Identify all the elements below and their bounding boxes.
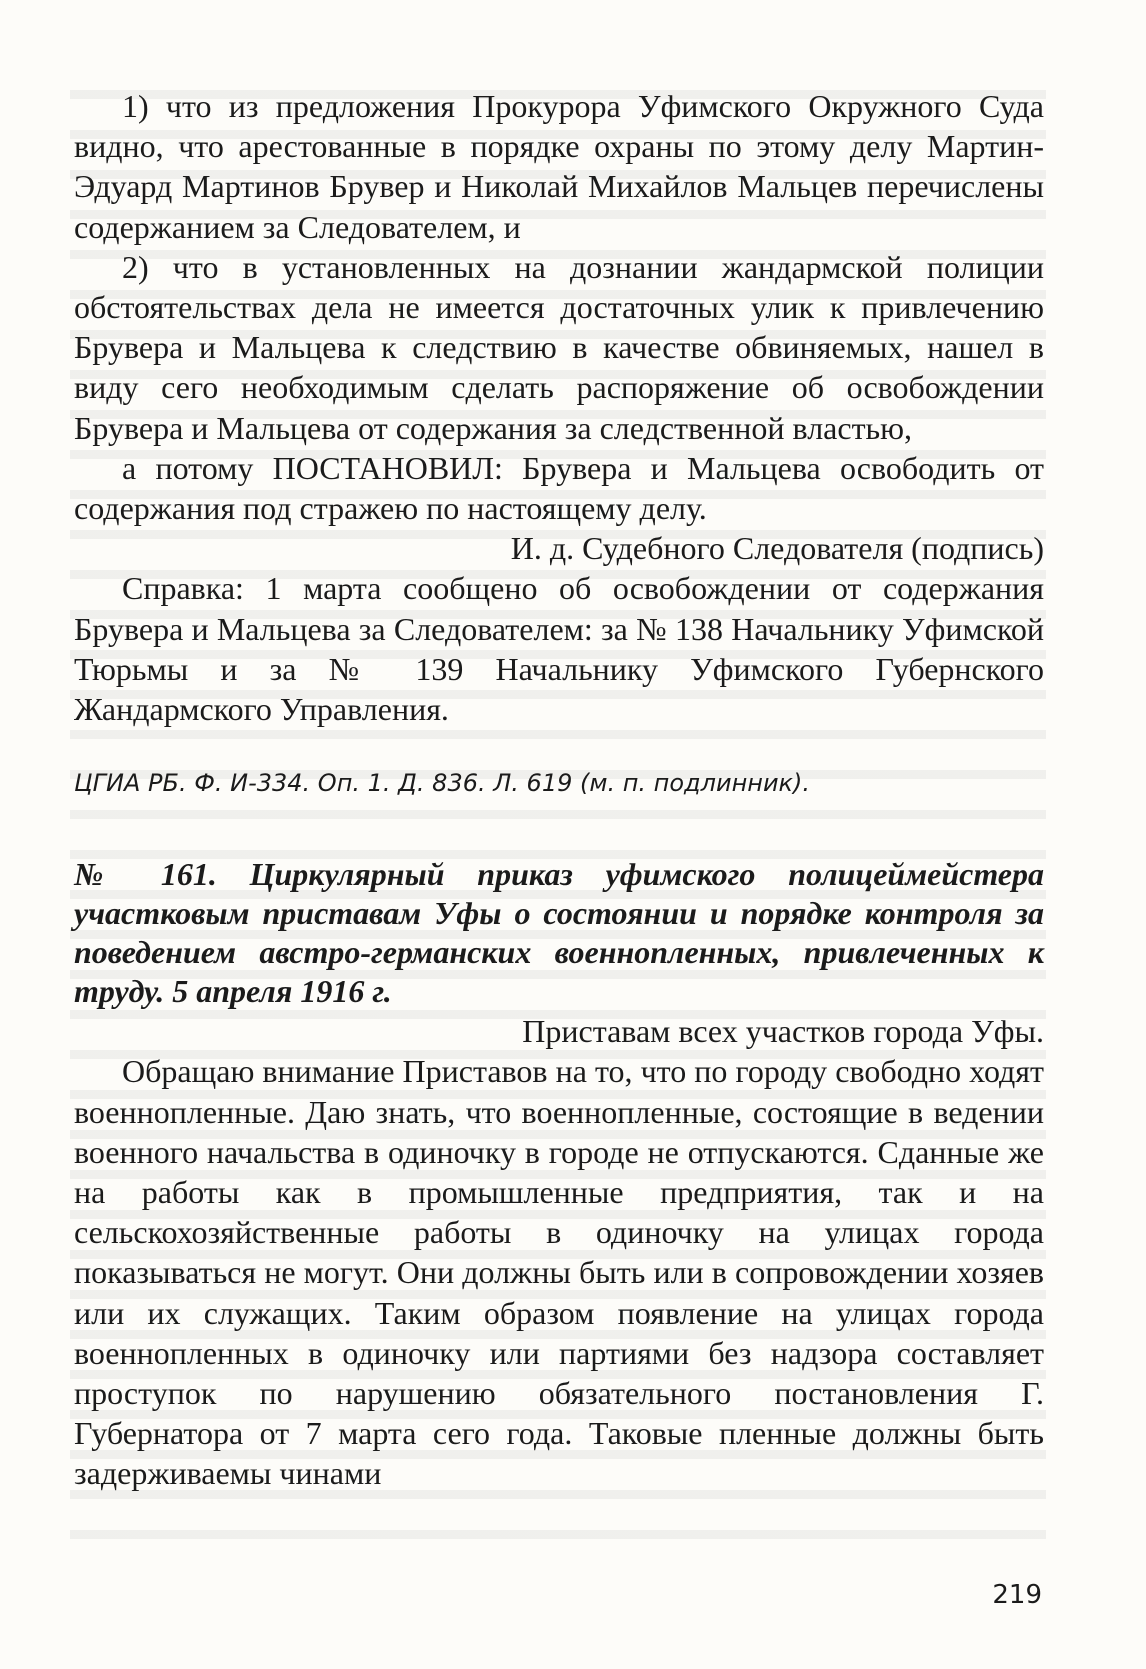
addressee-line: Приставам всех участков города Уфы.: [522, 1013, 1044, 1050]
archive-reference: ЦГИА РБ. Ф. И-334. Оп. 1. Д. 836. Л. 619 (м. п. подлинник).: [74, 769, 811, 798]
paragraph-item-1: 1) что из предложения Прокурора Уфимского Окружного Суда видно, что арестованные в порядке охраны по этому делу Мартин-Эдуард Мартинов Брувер и Николай Михайлов Мальцев перечислены содержанием за Следователем, и: [74, 88, 1044, 245]
document-heading: № 161. Циркулярный приказ уфимского полицеймейстера участковым приставам Уфы о состоянии и порядке контроля за поведением австро-германских военнопленных, привлеченных к труду. 5 апреля 1916 г.: [74, 856, 1044, 1010]
paragraph-resolution: а потому ПОСТАНОВИЛ: Брувера и Мальцева освободить от содержания под стражею по настоящему делу.: [74, 449, 1044, 527]
signature-line: И. д. Судебного Следователя (подпись): [510, 530, 1044, 567]
page-number: 219: [992, 1580, 1042, 1610]
paragraph-item-2: 2) что в установленных на дознании жандармской полиции обстоятельствах дела не имеется достаточных улик к привлечению Брувера и Мальцева к следствию в качестве обвиняемых, нашел в виду сего необходимым сделать распоряжение об освобождении Брувера и Мальцева от содержания за следственной властью,: [74, 248, 1044, 446]
reference-note: Справка: 1 марта сообщено об освобождении от содержания Брувера и Мальцева за Следователем: за № 138 Начальнику Уфимской Тюрьмы и за № 139 Начальнику Уфимского Губернского Жандармского Управления.: [74, 570, 1044, 728]
body-paragraph: Обращаю внимание Приставов на то, что по городу свободно ходят военнопленные. Даю знать, что военнопленные, состоящие в ведении военного начальства в одиночку в городе не отпускаются. Сданные же на работы как в промышленные предприятия, так и на сельскохозяйственные работы в одиночку на улицах города показываться не могут. Они должны быть или в сопровождении хозяев или их служащих. Таким образом появление на улицах города военнопленных в одиночку или партиями без надзора составляет проступок по нарушению обязательного постановления Г. Губернатора от 7 марта сего года. Таковые пленные должны быть задерживаемы чинами: [74, 1053, 1044, 1492]
